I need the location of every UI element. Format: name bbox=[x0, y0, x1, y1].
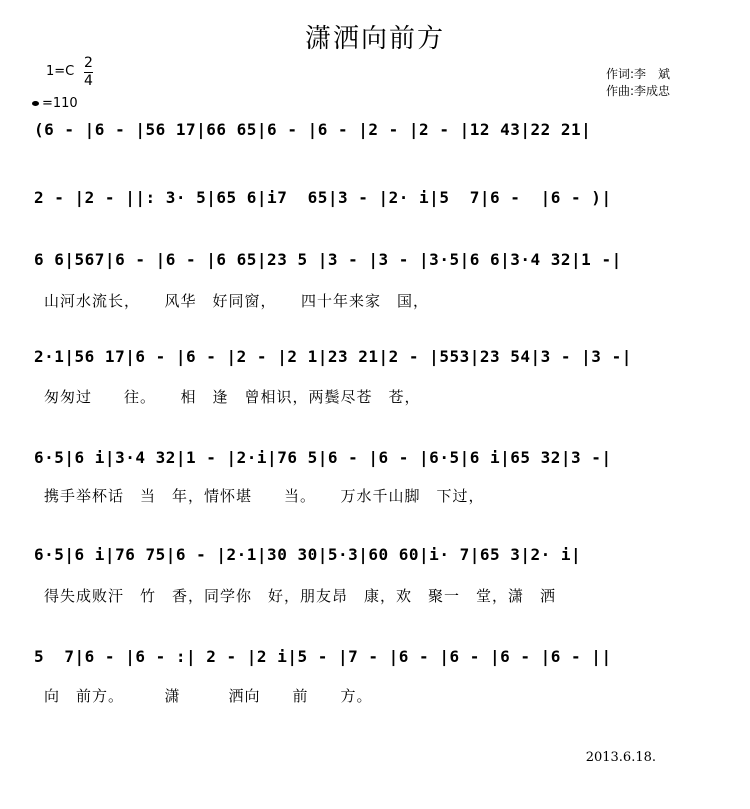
tempo-marking bbox=[32, 96, 78, 111]
time-signature-top: 2 bbox=[84, 55, 93, 71]
staff-line-1: (6 - |6 - |56 17|66 65|6 - |6 - |2 - |2 - |12 43|22 21| bbox=[34, 120, 592, 139]
time-signature-bottom: 4 bbox=[84, 73, 93, 89]
staff-line-2: 2 - |2 - ||: 3· 5|65 6|i7 65|3 - |2· i|5 7|6 - |6 - )| bbox=[34, 188, 612, 207]
quarter-note-icon bbox=[32, 101, 39, 106]
date-stamp: 2013.6.18. bbox=[585, 750, 656, 765]
lyric-line-2: 匆匆过 往。 相 逢 曾相识，两鬓尽苍 苍， bbox=[44, 388, 421, 406]
time-signature bbox=[84, 56, 93, 89]
key-signature: 1=C bbox=[46, 64, 75, 79]
staff-line-3: 6 6|567|6 - |6 - |6 65|23 5 |3 - |3 - |3·5|6 6|3·4 32|1 -| bbox=[34, 250, 622, 269]
tempo-value: =110 bbox=[42, 96, 78, 111]
lyric-line-4: 得失成败汗 竹 香，同学你 好，朋友昂 康，欢 聚一 堂，潇 洒 bbox=[44, 587, 557, 605]
lyricist-credit: 作词:李 斌 bbox=[606, 67, 671, 81]
lyric-line-1: 山河水流长， 风华 好同窗， 四十年来家 国， bbox=[44, 292, 430, 310]
staff-line-6: 6·5|6 i|76 75|6 - |2·1|30 30|5·3|60 60|i· 7|65 3|2· i| bbox=[34, 545, 582, 564]
staff-line-7: 5 7|6 - |6 - :| 2 - |2 i|5 - |7 - |6 - |6 - |6 - |6 - || bbox=[34, 647, 612, 666]
staff-line-4: 2·1|56 17|6 - |6 - |2 - |2 1|23 21|2 - |553|23 54|3 - |3 -| bbox=[34, 347, 632, 366]
lyric-line-3: 携手举杯话 当 年，情怀堪 当。 万水千山脚 下过， bbox=[44, 487, 485, 505]
credits bbox=[606, 66, 670, 100]
lyric-line-5: 向 前方。 潇 洒向 前 方。 bbox=[44, 687, 373, 705]
staff-line-5: 6·5|6 i|3·4 32|1 - |2·i|76 5|6 - |6 - |6·5|6 i|65 32|3 -| bbox=[34, 448, 612, 467]
composer-credit: 作曲:李成忠 bbox=[606, 84, 671, 98]
song-title: 潇洒向前方 bbox=[304, 24, 445, 54]
